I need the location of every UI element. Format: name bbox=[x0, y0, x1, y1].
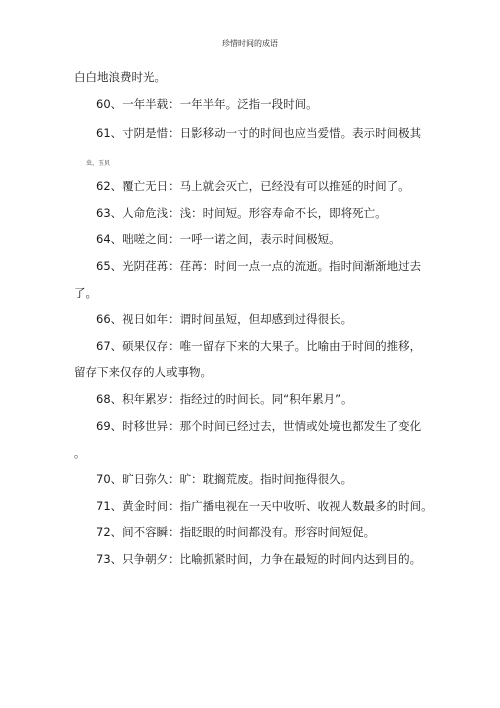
text-line-continuation: 留存下来仅存的人或事物。 bbox=[74, 365, 212, 379]
text-line-continuation: 了。 bbox=[74, 286, 97, 300]
idiom-entry-73: 73、只争朝夕：比喻抓紧时间，力争在最短的时间内达到目的。 bbox=[96, 552, 422, 566]
idiom-entry-60: 60、一年半载：一年半年。泛指一段时间。 bbox=[96, 97, 318, 111]
page-header-title: 珍惜时间的成语 bbox=[222, 39, 278, 48]
idiom-entry-62: 62、覆亡无日：马上就会灭亡，已经没有可以推延的时间了。 bbox=[96, 179, 410, 193]
idiom-entry-68: 68、积年累岁：指经过的时间长。同“积年累月”。 bbox=[96, 392, 353, 406]
idiom-entry-64: 64、咄嗟之间：一呼一诺之间，表示时间极短。 bbox=[96, 232, 341, 246]
text-line-fragment: 虫、玉贝 bbox=[86, 160, 111, 167]
idiom-entry-67: 67、硕果仅存：唯一留存下来的大果子。比喻由于时间的推移， bbox=[96, 339, 422, 353]
text-line: 白白地浪费时光。 bbox=[74, 70, 166, 84]
idiom-entry-65: 65、光阴荏苒：荏苒：时间一点一点的流逝。指时间渐渐地过去 bbox=[96, 259, 422, 273]
idiom-entry-72: 72、间不容瞬：指眨眼的时间都没有。形容时间短促。 bbox=[96, 525, 376, 539]
idiom-entry-71: 71、黄金时间：指广播电视在一天中收听、收视人数最多的时间。 bbox=[96, 499, 433, 513]
idiom-entry-61: 61、寸阴是惜：日影移动一寸的时间也应当爱惜。表示时间极其 bbox=[96, 126, 422, 140]
idiom-entry-70: 70、旷日弥久：旷：耽搁荒废。指时间拖得很久。 bbox=[96, 472, 353, 486]
text-line-continuation: 。 bbox=[74, 446, 86, 460]
idiom-entry-66: 66、视日如年：谓时间虽短，但却感到过得很长。 bbox=[96, 312, 353, 326]
idiom-entry-69: 69、时移世异：那个时间已经过去，世情或处境也都发生了变化 bbox=[96, 419, 422, 433]
idiom-entry-63: 63、人命危浅：浅：时间短。形容寿命不长，即将死亡。 bbox=[96, 206, 387, 220]
